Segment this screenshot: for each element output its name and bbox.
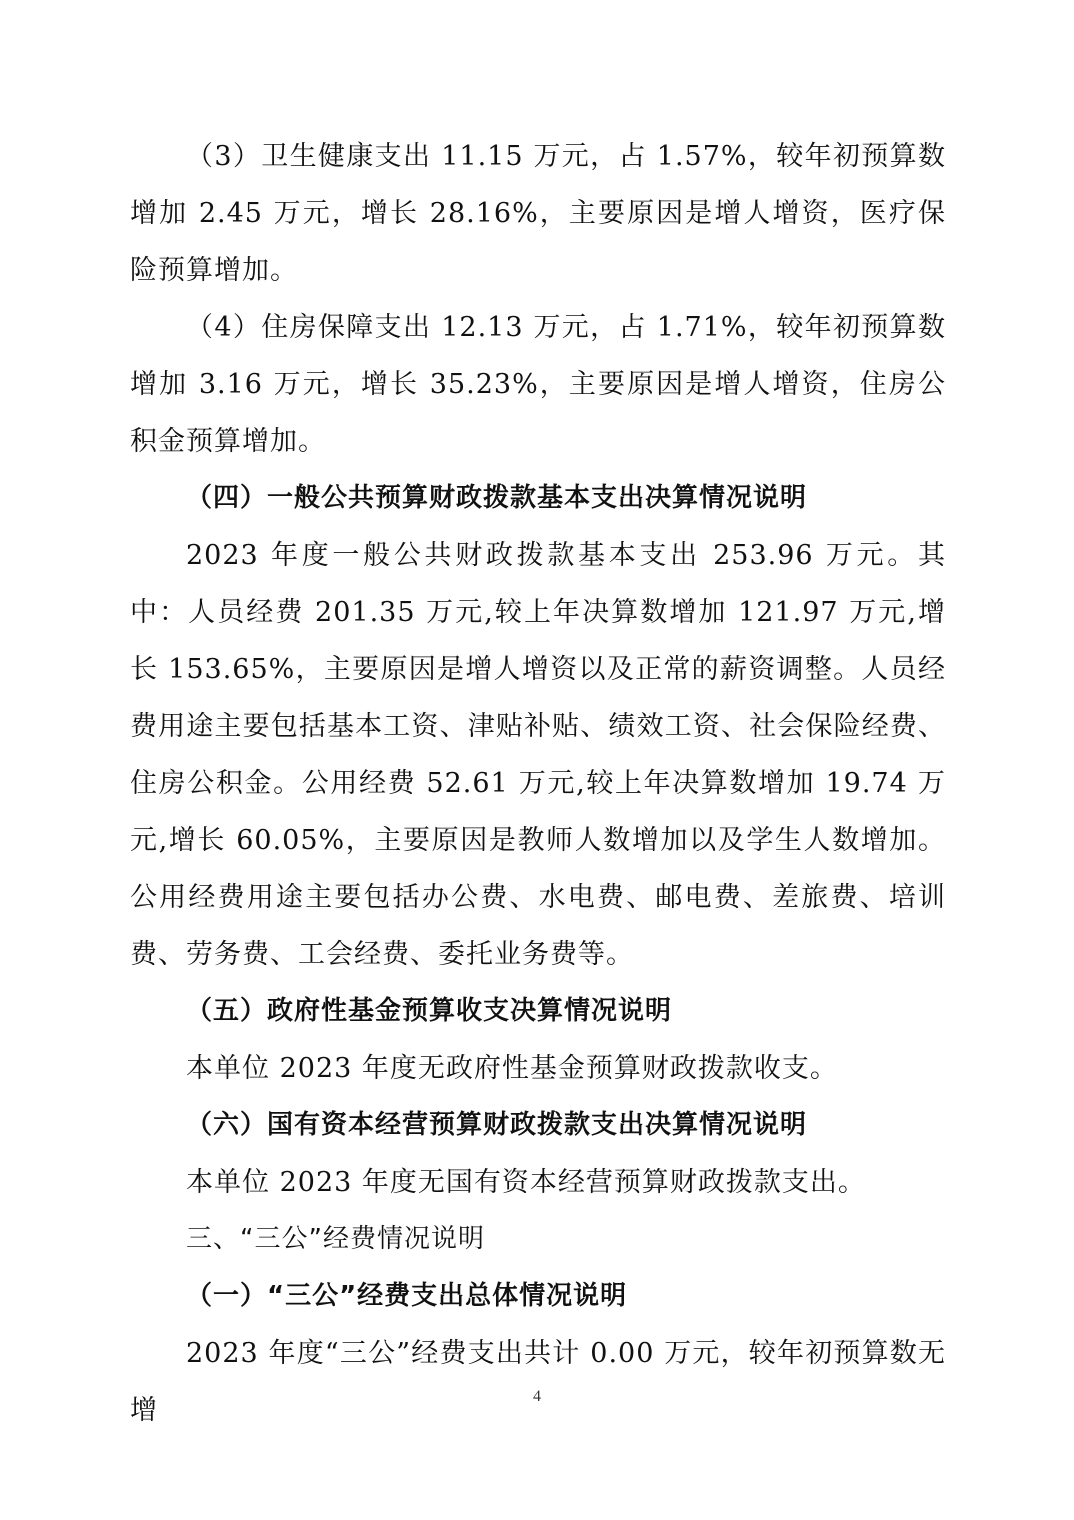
heading-government-fund: （五）政府性基金预算收支决算情况说明 [186,996,673,1026]
section-title-three-public: 三、“三公”经费情况说明 [186,1224,485,1254]
paragraph-three-public-overall: 2023 年度“三公”经费支出共计 0.00 万元，较年初预算数无增 [130,1338,946,1426]
paragraph-health-expenditure: （3）卫生健康支出 11.15 万元，占 1.57%，较年初预算数增加 2.45 万元，增长 28.16%，主要原因是增人增资，医疗保险预算增加。 [130,141,946,286]
heading-state-capital: （六）国有资本经营预算财政拨款支出决算情况说明 [186,1110,808,1140]
paragraph-state-capital: 本单位 2023 年度无国有资本经营预算财政拨款支出。 [186,1167,866,1198]
paragraph-housing-expenditure: （4）住房保障支出 12.13 万元，占 1.71%，较年初预算数增加 3.16 万元，增长 35.23%，主要原因是增人增资，住房公积金预算增加。 [130,312,946,457]
heading-three-public-overall: （一）“三公”经费支出总体情况说明 [186,1281,628,1311]
heading-basic-expenditure: （四）一般公共预算财政拨款基本支出决算情况说明 [186,483,808,513]
paragraph-basic-expenditure: 2023 年度一般公共财政拨款基本支出 253.96 万元。其中：人员经费 201.35 万元,较上年决算数增加 121.97 万元,增长 153.65%，主要原因是增人增资以及正常的薪资调整。人员经费用途主要包括基本工资、津贴补贴、绩效工资、社会保险经费、住房公积金。公用经费 52.61 万元,较上年决算数增加 19.74 万元,增长 60.05%，主要原因是教师人数增加以及学生人数增加。公用经费用途主要包括办公费、水电费、邮电费、差旅费、培训费、劳务费、工会经费、委托业务费等。 [130,540,946,970]
document-page [130,128,946,1426]
page-number: 4 [533,1388,541,1405]
paragraph-government-fund: 本单位 2023 年度无政府性基金预算财政拨款收支。 [186,1053,838,1084]
